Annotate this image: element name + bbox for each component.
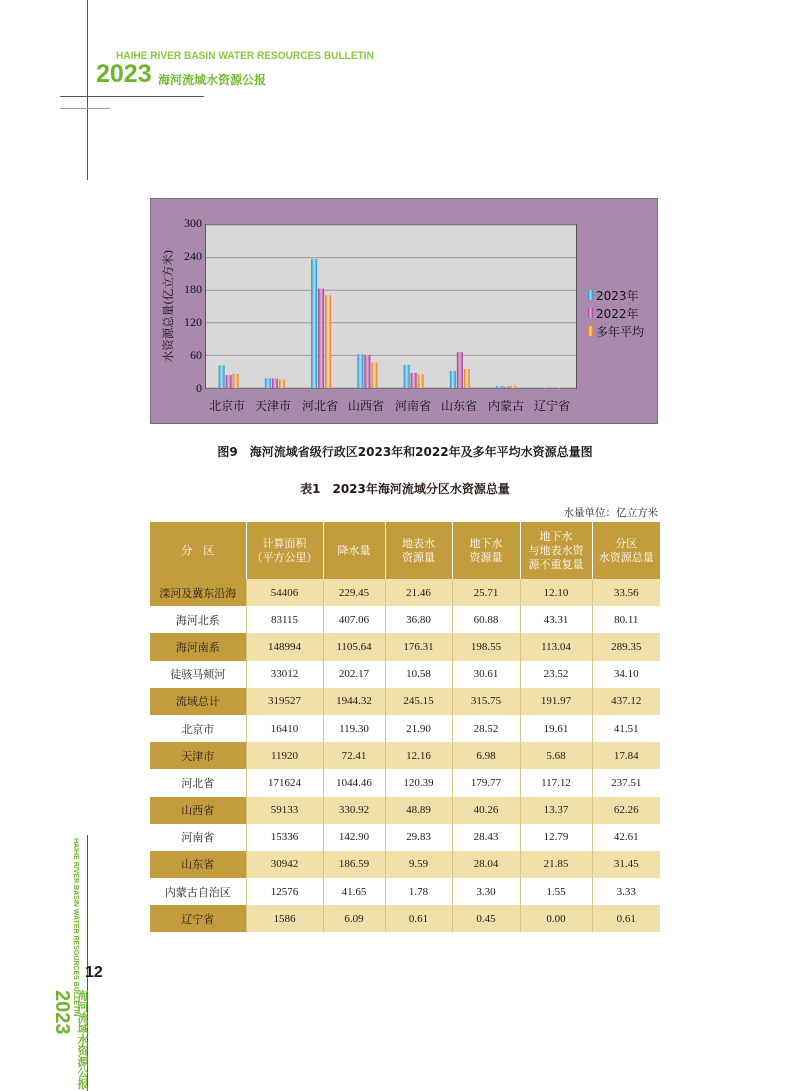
x-tick-label: 内蒙古 bbox=[487, 399, 524, 413]
column-header: 地下水 与地表水资 源不重复量 bbox=[520, 522, 592, 579]
region-cell: 徒骇马颊河 bbox=[150, 661, 246, 688]
x-tick-label: 辽宁省 bbox=[533, 399, 570, 413]
y-tick-label: 300 bbox=[184, 216, 202, 230]
bar-内蒙古-多年平均 bbox=[510, 386, 516, 388]
bar-天津市-2023年 bbox=[265, 378, 271, 388]
non-overlap-cell: 113.04 bbox=[520, 633, 592, 660]
region-cell: 山西省 bbox=[150, 797, 246, 824]
header-year: 2023 bbox=[96, 60, 152, 88]
groundwater-cell: 40.26 bbox=[452, 797, 520, 824]
table-row bbox=[150, 797, 660, 824]
table-row bbox=[150, 878, 660, 905]
region-cell: 山东省 bbox=[150, 851, 246, 878]
total-cell: 31.45 bbox=[592, 851, 660, 878]
legend-label: 多年平均 bbox=[596, 324, 645, 339]
groundwater-cell: 60.88 bbox=[452, 606, 520, 633]
non-overlap-cell: 1.55 bbox=[520, 878, 592, 905]
table-row bbox=[150, 769, 660, 796]
bar-内蒙古-2023年 bbox=[496, 386, 502, 388]
non-overlap-cell: 43.31 bbox=[520, 606, 592, 633]
legend-item bbox=[588, 304, 644, 322]
bar-河南省-多年平均 bbox=[418, 374, 424, 388]
total-cell: 237.51 bbox=[592, 769, 660, 796]
area-cell: 16410 bbox=[246, 715, 323, 742]
bar-天津市-多年平均 bbox=[279, 380, 285, 388]
bar-河北省-多年平均 bbox=[325, 295, 331, 388]
surface-water-cell: 10.58 bbox=[385, 661, 452, 688]
groundwater-cell: 3.30 bbox=[452, 878, 520, 905]
surface-water-cell: 176.31 bbox=[385, 633, 452, 660]
non-overlap-cell: 12.79 bbox=[520, 824, 592, 851]
precipitation-cell: 330.92 bbox=[323, 797, 385, 824]
legend-swatch bbox=[588, 326, 593, 336]
non-overlap-cell: 21.85 bbox=[520, 851, 592, 878]
area-cell: 15336 bbox=[246, 824, 323, 851]
surface-water-cell: 36.80 bbox=[385, 606, 452, 633]
groundwater-cell: 6.98 bbox=[452, 742, 520, 769]
bar-北京市-2023年 bbox=[219, 365, 225, 388]
total-cell: 0.61 bbox=[592, 905, 660, 932]
column-header: 分区 水资源总量 bbox=[592, 522, 660, 579]
surface-water-cell: 21.90 bbox=[385, 715, 452, 742]
table-unit: 水量单位：亿立方米 bbox=[563, 507, 658, 519]
total-cell: 289.35 bbox=[592, 633, 660, 660]
table-row bbox=[150, 633, 660, 660]
surface-water-cell: 48.89 bbox=[385, 797, 452, 824]
groundwater-cell: 198.55 bbox=[452, 633, 520, 660]
legend-swatch bbox=[588, 308, 593, 318]
x-tick-label: 河北省 bbox=[301, 399, 338, 413]
legend-item bbox=[588, 286, 644, 304]
total-cell: 33.56 bbox=[592, 579, 660, 606]
precipitation-cell: 407.06 bbox=[323, 606, 385, 633]
groundwater-cell: 315.75 bbox=[452, 688, 520, 715]
bar-chart bbox=[0, 0, 810, 440]
x-tick-label: 山西省 bbox=[347, 399, 384, 413]
area-cell: 30942 bbox=[246, 851, 323, 878]
table-header-row bbox=[150, 522, 660, 579]
y-axis-label: 水资源总量(亿立方米) bbox=[161, 249, 175, 363]
table-caption: 表1 2023年海河流域分区水资源总量 bbox=[300, 482, 510, 496]
precipitation-cell: 202.17 bbox=[323, 661, 385, 688]
precipitation-cell: 72.41 bbox=[323, 742, 385, 769]
column-header: 地表水 资源量 bbox=[385, 522, 452, 579]
precipitation-cell: 1944.32 bbox=[323, 688, 385, 715]
side-chinese-title: 海河流域水资源公报 bbox=[76, 990, 89, 1089]
table-row bbox=[150, 579, 660, 606]
groundwater-cell: 25.71 bbox=[452, 579, 520, 606]
region-cell: 流域总计 bbox=[150, 688, 246, 715]
surface-water-cell: 1.78 bbox=[385, 878, 452, 905]
non-overlap-cell: 5.68 bbox=[520, 742, 592, 769]
region-cell: 北京市 bbox=[150, 715, 246, 742]
non-overlap-cell: 0.00 bbox=[520, 905, 592, 932]
total-cell: 42.61 bbox=[592, 824, 660, 851]
total-cell: 62.26 bbox=[592, 797, 660, 824]
y-tick-label: 0 bbox=[196, 381, 202, 395]
bar-河南省-2023年 bbox=[404, 365, 410, 388]
non-overlap-cell: 13.37 bbox=[520, 797, 592, 824]
table-row bbox=[150, 742, 660, 769]
column-header: 分 区 bbox=[150, 522, 246, 579]
region-cell: 河南省 bbox=[150, 824, 246, 851]
legend-label: 2023年 bbox=[596, 288, 639, 303]
precipitation-cell: 119.30 bbox=[323, 715, 385, 742]
table-row bbox=[150, 851, 660, 878]
bar-北京市-多年平均 bbox=[233, 374, 239, 388]
bar-河北省-2022年 bbox=[318, 289, 324, 388]
non-overlap-cell: 12.10 bbox=[520, 579, 592, 606]
groundwater-cell: 0.45 bbox=[452, 905, 520, 932]
side-year: 2023 bbox=[51, 990, 73, 1035]
table-row bbox=[150, 688, 660, 715]
groundwater-cell: 179.77 bbox=[452, 769, 520, 796]
legend-label: 2022年 bbox=[596, 306, 639, 321]
precipitation-cell: 6.09 bbox=[323, 905, 385, 932]
chart-legend bbox=[588, 286, 644, 340]
column-header: 降水量 bbox=[323, 522, 385, 579]
surface-water-cell: 245.15 bbox=[385, 688, 452, 715]
bar-山东省-2023年 bbox=[450, 371, 456, 388]
area-cell: 83115 bbox=[246, 606, 323, 633]
header-chinese-title: 海河流域水资源公报 bbox=[158, 73, 267, 87]
bar-辽宁省-2022年 bbox=[549, 388, 555, 389]
bar-天津市-2022年 bbox=[272, 378, 278, 388]
groundwater-cell: 30.61 bbox=[452, 661, 520, 688]
bar-北京市-2022年 bbox=[226, 375, 232, 388]
total-cell: 41.51 bbox=[592, 715, 660, 742]
total-cell: 17.84 bbox=[592, 742, 660, 769]
groundwater-cell: 28.43 bbox=[452, 824, 520, 851]
precipitation-cell: 229.45 bbox=[323, 579, 385, 606]
non-overlap-cell: 23.52 bbox=[520, 661, 592, 688]
y-tick-label: 240 bbox=[184, 249, 202, 263]
y-tick-label: 180 bbox=[184, 282, 202, 296]
table-row bbox=[150, 824, 660, 851]
bar-山西省-多年平均 bbox=[371, 362, 377, 388]
total-cell: 34.10 bbox=[592, 661, 660, 688]
groundwater-cell: 28.52 bbox=[452, 715, 520, 742]
bar-辽宁省-2023年 bbox=[542, 388, 548, 389]
region-cell: 河北省 bbox=[150, 769, 246, 796]
surface-water-cell: 120.39 bbox=[385, 769, 452, 796]
groundwater-cell: 28.04 bbox=[452, 851, 520, 878]
region-cell: 海河南系 bbox=[150, 633, 246, 660]
precipitation-cell: 142.90 bbox=[323, 824, 385, 851]
area-cell: 11920 bbox=[246, 742, 323, 769]
bar-山西省-2022年 bbox=[364, 355, 370, 388]
total-cell: 80.11 bbox=[592, 606, 660, 633]
area-cell: 33012 bbox=[246, 661, 323, 688]
non-overlap-cell: 117.12 bbox=[520, 769, 592, 796]
non-overlap-cell: 191.97 bbox=[520, 688, 592, 715]
x-tick-label: 河南省 bbox=[394, 399, 431, 413]
table-row bbox=[150, 715, 660, 742]
precipitation-cell: 41.65 bbox=[323, 878, 385, 905]
legend-item bbox=[588, 322, 644, 340]
region-cell: 辽宁省 bbox=[150, 905, 246, 932]
table-row bbox=[150, 661, 660, 688]
surface-water-cell: 21.46 bbox=[385, 579, 452, 606]
surface-water-cell: 9.59 bbox=[385, 851, 452, 878]
precipitation-cell: 1044.46 bbox=[323, 769, 385, 796]
region-cell: 天津市 bbox=[150, 742, 246, 769]
column-header: 计算面积 （平方公里） bbox=[246, 522, 323, 579]
side-english-title: HAIHE RIVER BASIN WATER RESOURCES BULLETIN bbox=[72, 838, 79, 1017]
bar-河南省-2022年 bbox=[411, 373, 417, 388]
surface-water-cell: 29.83 bbox=[385, 824, 452, 851]
precipitation-cell: 1105.64 bbox=[323, 633, 385, 660]
area-cell: 319527 bbox=[246, 688, 323, 715]
region-cell: 内蒙古自治区 bbox=[150, 878, 246, 905]
header-english-title: HAIHE RIVER BASIN WATER RESOURCES BULLETIN bbox=[116, 50, 374, 62]
total-cell: 3.33 bbox=[592, 878, 660, 905]
area-cell: 1586 bbox=[246, 905, 323, 932]
table-row bbox=[150, 606, 660, 633]
table-row bbox=[150, 905, 660, 932]
area-cell: 12576 bbox=[246, 878, 323, 905]
legend-swatch bbox=[588, 290, 593, 300]
region-cell: 海河北系 bbox=[150, 606, 246, 633]
area-cell: 59133 bbox=[246, 797, 323, 824]
column-header: 地下水 资源量 bbox=[452, 522, 520, 579]
area-cell: 54406 bbox=[246, 579, 323, 606]
y-tick-label: 120 bbox=[184, 315, 202, 329]
figure-caption: 图9 海河流域省级行政区2023年和2022年及多年平均水资源总量图 bbox=[217, 445, 593, 459]
region-cell: 滦河及冀东沿海 bbox=[150, 579, 246, 606]
bar-山东省-2022年 bbox=[457, 352, 463, 388]
surface-water-cell: 12.16 bbox=[385, 742, 452, 769]
x-tick-label: 山东省 bbox=[440, 399, 477, 413]
y-tick-label: 60 bbox=[190, 348, 202, 362]
page-number: 12 bbox=[85, 964, 103, 981]
water-resources-table bbox=[150, 522, 660, 932]
x-tick-label: 天津市 bbox=[254, 399, 291, 413]
bar-山西省-2023年 bbox=[357, 354, 363, 388]
precipitation-cell: 186.59 bbox=[323, 851, 385, 878]
non-overlap-cell: 19.61 bbox=[520, 715, 592, 742]
area-cell: 148994 bbox=[246, 633, 323, 660]
total-cell: 437.12 bbox=[592, 688, 660, 715]
surface-water-cell: 0.61 bbox=[385, 905, 452, 932]
bar-河北省-2023年 bbox=[311, 259, 317, 388]
bar-辽宁省-多年平均 bbox=[556, 388, 562, 389]
area-cell: 171624 bbox=[246, 769, 323, 796]
x-tick-label: 北京市 bbox=[208, 399, 245, 413]
bar-山东省-多年平均 bbox=[464, 369, 470, 388]
bar-内蒙古-2022年 bbox=[503, 387, 509, 388]
